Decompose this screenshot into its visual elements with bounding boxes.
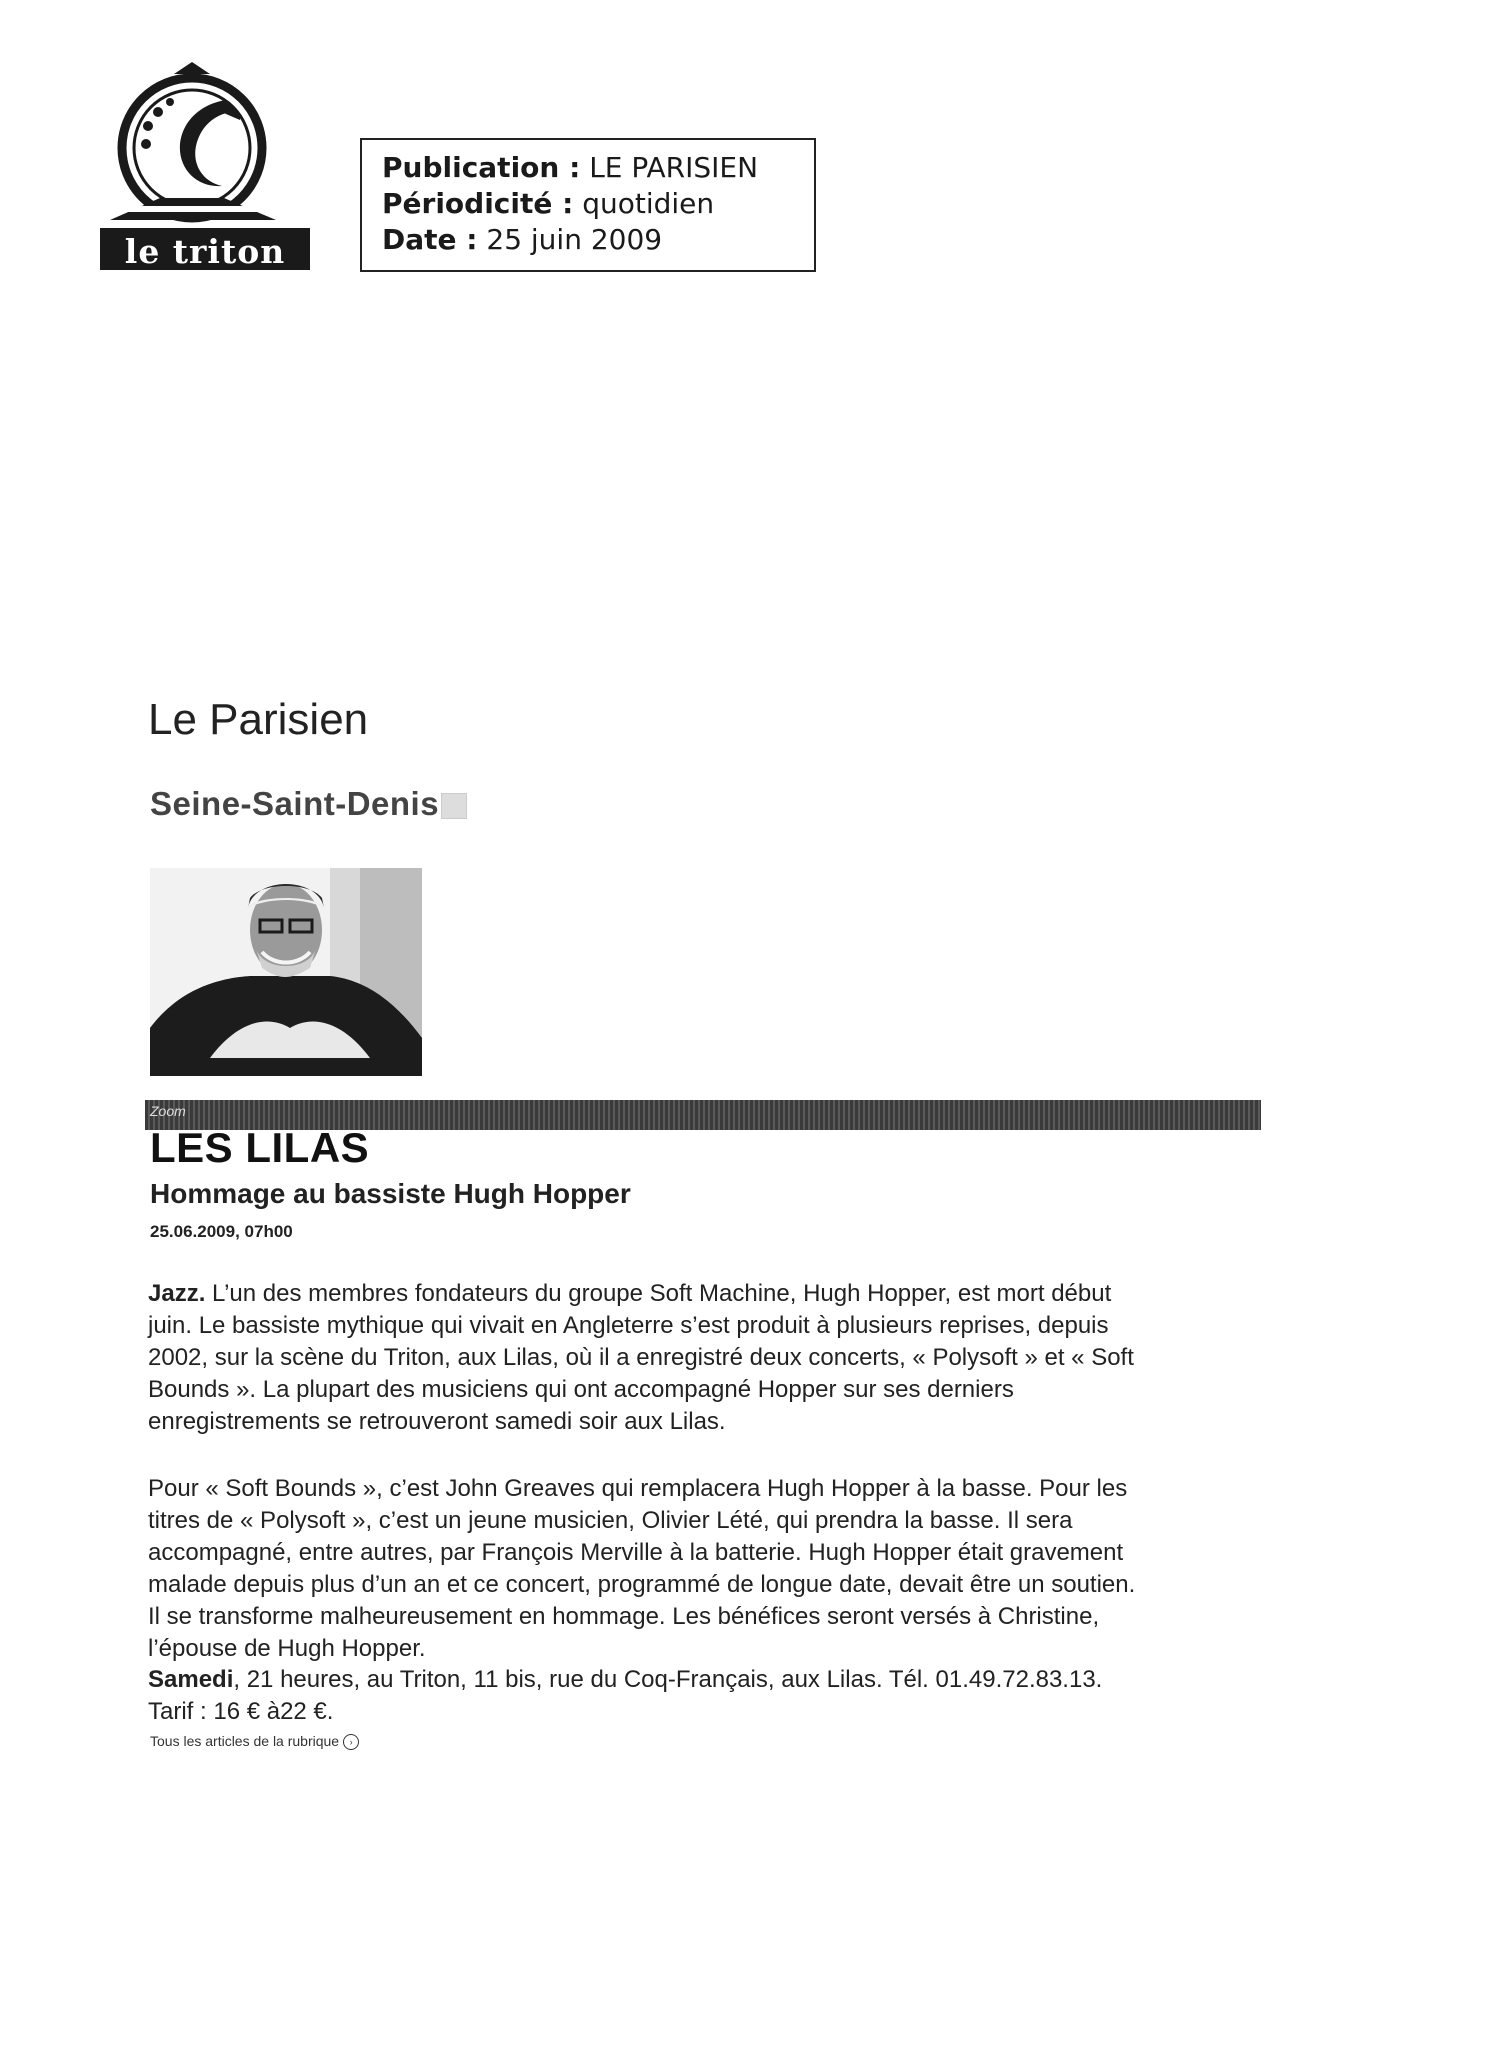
article-headline: LES LILAS (150, 1124, 370, 1171)
event-details: , 21 heures, au Triton, 11 bis, rue du Coq-Français, aux Lilas. Tél. 01.49.72.83.13. (233, 1666, 1103, 1693)
zoom-label[interactable]: Zoom (150, 1103, 186, 1119)
paragraph-line-text: L’un des membres fondateurs du groupe Soft Machine, Hugh Hopper, est mort début (212, 1280, 1112, 1307)
paragraph-line: 2002, sur la scène du Triton, aux Lilas, où il a enregistré deux concerts, « Polysoft » et « Soft (148, 1344, 1134, 1371)
publication-info-box (360, 138, 816, 272)
section-title (150, 785, 467, 823)
paragraph-line: Pour « Soft Bounds », c’est John Greaves qui remplacera Hugh Hopper à la basse. Pour les (148, 1475, 1128, 1502)
article-paragraph-2 (148, 1473, 1278, 1665)
paragraph-line: enregistrements se retrouveront samedi soir aux Lilas. (148, 1408, 726, 1435)
paragraph-line (148, 1278, 1278, 1310)
rubrique-link[interactable] (150, 1733, 359, 1750)
newspaper-name: Le Parisien (148, 695, 369, 744)
periodicity-value: quotidien (582, 187, 715, 220)
paragraph-line: titres de « Polysoft », c’est un jeune musicien, Olivier Lété, qui prendra la basse. Il sera (148, 1507, 1073, 1534)
rubrique-link-label[interactable]: Tous les articles de la rubrique (150, 1733, 340, 1749)
article-paragraph-1 (148, 1278, 1278, 1438)
paragraph-line: l’épouse de Hugh Hopper. (148, 1635, 426, 1662)
arrow-circle-icon[interactable]: › (343, 1734, 359, 1750)
paragraph-line: juin. Le bassiste mythique qui vivait en Angleterre s’est produit à plusieurs reprises, depuis (148, 1312, 1109, 1339)
paragraph-lead: Jazz. (148, 1280, 206, 1307)
publication-row (382, 150, 814, 186)
periodicity-row (382, 186, 814, 222)
event-price: Tarif : 16 € à22 €. (148, 1698, 334, 1725)
paragraph-line: accompagné, entre autres, par François Merville à la batterie. Hugh Hopper était gravement (148, 1539, 1124, 1566)
logo-label: le triton (100, 228, 310, 270)
date-key: Date : (382, 223, 478, 256)
rss-icon[interactable] (441, 793, 467, 819)
event-info (148, 1666, 1102, 1694)
section-label[interactable]: Seine-Saint-Denis (150, 785, 440, 822)
date-value: 25 juin 2009 (486, 223, 663, 256)
article-photo (150, 868, 422, 1076)
paragraph-line: Il se transforme malheureusement en hommage. Les bénéfices seront versés à Christine, (148, 1603, 1100, 1630)
event-day: Samedi (148, 1666, 234, 1693)
article-dateline: 25.06.2009, 07h00 (150, 1222, 293, 1241)
date-row (382, 222, 814, 258)
paragraph-line: Bounds ». La plupart des musiciens qui ont accompagné Hopper sur ses derniers (148, 1376, 1014, 1403)
article-subheadline: Hommage au bassiste Hugh Hopper (150, 1178, 631, 1209)
paragraph-line: malade depuis plus d’un an et ce concert, programmé de longue date, devait être un soutien. (148, 1571, 1136, 1598)
publication-value: LE PARISIEN (589, 151, 759, 184)
publication-key: Publication : (382, 151, 581, 184)
periodicity-key: Périodicité : (382, 187, 574, 220)
